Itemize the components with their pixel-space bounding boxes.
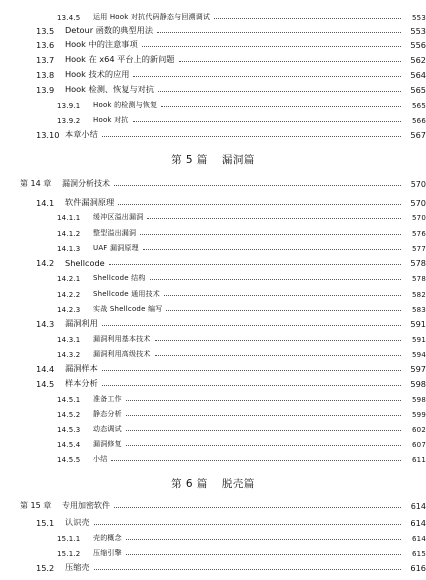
entry-title: Hook 检测、恢复与对抗 xyxy=(65,84,155,94)
toc-section-entry[interactable] xyxy=(0,514,426,528)
dot-leader xyxy=(161,106,401,107)
dot-leader xyxy=(102,136,401,137)
entry-number: 13.10 xyxy=(36,130,60,140)
toc-section-entry[interactable] xyxy=(0,559,426,573)
entry-title: 漏洞分析技术 xyxy=(62,179,110,188)
entry-number: 15.1.1 xyxy=(57,535,81,543)
part-number: 第 5 篇 xyxy=(171,154,208,166)
toc-subsection-entry[interactable] xyxy=(0,330,426,344)
dot-leader xyxy=(126,430,401,431)
entry-number: 14.1.2 xyxy=(57,230,81,238)
entry-number: 14.2.1 xyxy=(57,275,81,283)
entry-page-number: 570 xyxy=(410,198,426,208)
entry-title: 壳的概念 xyxy=(93,534,122,542)
entry-number: 13.8 xyxy=(36,70,55,80)
entry-title: 运用 Hook 对抗代码静态与回溯调试 xyxy=(93,13,211,21)
entry-page-number: 564 xyxy=(410,70,426,80)
toc-subsection-entry[interactable] xyxy=(0,96,426,110)
entry-number: 第 14 章 xyxy=(20,179,52,188)
dot-leader xyxy=(158,91,401,92)
part-title: 漏洞篇 xyxy=(221,154,255,166)
entry-number: 13.4.5 xyxy=(57,14,81,22)
toc-subsection-entry[interactable] xyxy=(0,544,426,558)
dot-leader xyxy=(102,325,401,326)
entry-number: 14.3.1 xyxy=(57,336,81,344)
entry-number: 14.3 xyxy=(36,319,55,329)
entry-title: 缓冲区溢出漏洞 xyxy=(93,213,144,221)
entry-title: 小结 xyxy=(93,455,108,463)
entry-number: 14.2.3 xyxy=(57,306,81,314)
dot-leader xyxy=(155,340,401,341)
entry-page-number: 556 xyxy=(410,40,426,50)
entry-title: 漏洞利用高级技术 xyxy=(93,350,151,358)
entry-title: 软件漏洞原理 xyxy=(65,197,115,207)
dot-leader xyxy=(155,355,401,356)
entry-page-number: 567 xyxy=(410,130,426,140)
entry-number: 13.7 xyxy=(36,55,55,65)
entry-page-number: 553 xyxy=(410,26,426,36)
entry-title: Hook 的检测与恢复 xyxy=(93,101,158,109)
entry-title: 专用加密软件 xyxy=(62,501,110,510)
entry-page-number: 583 xyxy=(412,306,426,314)
entry-number: 14.5 xyxy=(36,379,55,389)
entry-title: 样本分析 xyxy=(65,378,98,388)
entry-number: 14.5.1 xyxy=(57,396,81,404)
toc-section-entry[interactable] xyxy=(0,22,426,36)
dot-leader xyxy=(133,121,401,122)
entry-page-number: 614 xyxy=(410,502,426,511)
toc-chapter-entry[interactable] xyxy=(0,175,426,189)
entry-title: 整型溢出漏洞 xyxy=(93,229,137,237)
entry-number: 14.5.3 xyxy=(57,426,81,434)
dot-leader xyxy=(114,185,401,186)
entry-page-number: 598 xyxy=(412,396,426,404)
dot-leader xyxy=(114,507,401,508)
dot-leader xyxy=(166,310,401,311)
dot-leader xyxy=(111,460,401,461)
entry-number: 13.5 xyxy=(36,26,55,36)
entry-page-number: 614 xyxy=(412,535,426,543)
part-heading xyxy=(0,152,426,168)
entry-number: 15.1 xyxy=(36,518,55,528)
toc-section-entry[interactable] xyxy=(0,36,426,50)
toc-subsection-entry[interactable] xyxy=(0,285,426,299)
entry-title: Hook 在 x64 平台上的新问题 xyxy=(65,54,175,64)
dot-leader xyxy=(126,554,401,555)
entry-number: 14.3.2 xyxy=(57,351,81,359)
entry-page-number: 599 xyxy=(412,411,426,419)
entry-page-number: 578 xyxy=(412,275,426,283)
dot-leader xyxy=(94,524,401,525)
entry-title: 漏洞修复 xyxy=(93,440,122,448)
entry-page-number: 578 xyxy=(410,258,426,268)
toc-subsection-entry[interactable] xyxy=(0,420,426,434)
entry-page-number: 615 xyxy=(412,550,426,558)
entry-page-number: 611 xyxy=(412,456,426,464)
entry-title: 准备工作 xyxy=(93,395,122,403)
entry-title: Shellcode 通用技术 xyxy=(93,290,160,298)
entry-number: 14.1.1 xyxy=(57,214,81,222)
toc-subsection-entry[interactable] xyxy=(0,450,426,464)
entry-number: 13.9.1 xyxy=(57,102,81,110)
entry-number: 14.1 xyxy=(36,198,55,208)
entry-number: 15.1.2 xyxy=(57,550,81,558)
toc-subsection-entry[interactable] xyxy=(0,529,426,543)
entry-page-number: 565 xyxy=(412,102,426,110)
entry-number: 15.2 xyxy=(36,563,55,573)
entry-page-number: 591 xyxy=(412,336,426,344)
entry-page-number: 562 xyxy=(410,55,426,65)
toc-section-entry[interactable] xyxy=(0,315,426,329)
entry-page-number: 614 xyxy=(410,518,426,528)
toc-section-entry[interactable] xyxy=(0,126,426,140)
dot-leader xyxy=(94,569,401,570)
dot-leader xyxy=(214,18,401,19)
toc-subsection-entry[interactable] xyxy=(0,390,426,404)
entry-title: 压缩引擎 xyxy=(93,549,122,557)
dot-leader xyxy=(102,370,401,371)
entry-title: Detour 函数的典型用法 xyxy=(65,25,154,35)
toc-subsection-entry[interactable] xyxy=(0,345,426,359)
entry-title: 漏洞利用基本技术 xyxy=(93,335,151,343)
entry-title: Hook 技术的应用 xyxy=(65,69,130,79)
entry-title: 静态分析 xyxy=(93,410,122,418)
toc-subsection-entry[interactable] xyxy=(0,435,426,449)
toc-subsection-entry[interactable] xyxy=(0,208,426,222)
toc-section-entry[interactable] xyxy=(0,254,426,268)
dot-leader xyxy=(133,76,401,77)
entry-page-number: 570 xyxy=(410,180,426,189)
toc-subsection-entry[interactable] xyxy=(0,224,426,238)
toc-section-entry[interactable] xyxy=(0,194,426,208)
dot-leader xyxy=(140,234,401,235)
entry-title: 漏洞样本 xyxy=(65,363,98,373)
dot-leader xyxy=(143,249,401,250)
toc-subsection-entry[interactable] xyxy=(0,8,426,22)
dot-leader xyxy=(179,61,402,62)
toc-subsection-entry[interactable] xyxy=(0,300,426,314)
entry-title: Hook 对抗 xyxy=(93,116,129,124)
part-heading xyxy=(0,476,426,492)
entry-page-number: 576 xyxy=(412,230,426,238)
dot-leader xyxy=(126,445,401,446)
dot-leader xyxy=(126,415,401,416)
entry-page-number: 607 xyxy=(412,441,426,449)
entry-page-number: 594 xyxy=(412,351,426,359)
dot-leader xyxy=(126,400,401,401)
entry-page-number: 553 xyxy=(412,14,426,22)
entry-number: 第 15 章 xyxy=(20,501,52,510)
entry-title: 实战 Shellcode 编写 xyxy=(93,305,163,313)
part-number: 第 6 篇 xyxy=(171,478,208,490)
entry-number: 14.1.3 xyxy=(57,245,81,253)
entry-number: 13.9.2 xyxy=(57,117,81,125)
entry-page-number: 566 xyxy=(412,117,426,125)
entry-number: 13.6 xyxy=(36,40,55,50)
entry-title: Shellcode xyxy=(65,258,105,268)
entry-title: 压缩壳 xyxy=(65,562,90,572)
entry-page-number: 597 xyxy=(410,364,426,374)
toc-section-entry[interactable] xyxy=(0,81,426,95)
entry-title: Shellcode 结构 xyxy=(93,274,146,282)
entry-page-number: 602 xyxy=(412,426,426,434)
dot-leader xyxy=(150,279,401,280)
entry-page-number: 565 xyxy=(410,85,426,95)
entry-number: 14.2.2 xyxy=(57,291,81,299)
part-title: 脱壳篇 xyxy=(221,478,255,490)
entry-page-number: 598 xyxy=(410,379,426,389)
toc-section-entry[interactable] xyxy=(0,66,426,80)
toc-subsection-entry[interactable] xyxy=(0,111,426,125)
toc-section-entry[interactable] xyxy=(0,375,426,389)
dot-leader xyxy=(118,204,401,205)
entry-title: 漏洞利用 xyxy=(65,318,98,328)
entry-title: 认识壳 xyxy=(65,517,90,527)
toc-subsection-entry[interactable] xyxy=(0,269,426,283)
entry-number: 14.4 xyxy=(36,364,55,374)
dot-leader xyxy=(142,46,401,47)
dot-leader xyxy=(147,218,401,219)
entry-page-number: 616 xyxy=(410,563,426,573)
dot-leader xyxy=(102,385,401,386)
toc-subsection-entry[interactable] xyxy=(0,405,426,419)
entry-title: 本章小结 xyxy=(65,129,98,139)
toc-subsection-entry[interactable] xyxy=(0,239,426,253)
entry-page-number: 570 xyxy=(412,214,426,222)
dot-leader xyxy=(126,539,401,540)
entry-page-number: 577 xyxy=(412,245,426,253)
entry-title: UAF 漏洞原理 xyxy=(93,244,139,252)
entry-page-number: 591 xyxy=(410,319,426,329)
dot-leader xyxy=(157,32,401,33)
dot-leader xyxy=(109,264,401,265)
entry-number: 13.9 xyxy=(36,85,55,95)
toc-chapter-entry[interactable] xyxy=(0,497,426,511)
toc-section-entry[interactable] xyxy=(0,51,426,65)
dot-leader xyxy=(164,295,401,296)
entry-number: 14.5.4 xyxy=(57,441,81,449)
entry-number: 14.5.2 xyxy=(57,411,81,419)
toc-section-entry[interactable] xyxy=(0,360,426,374)
entry-title: 动态调试 xyxy=(93,425,122,433)
entry-page-number: 582 xyxy=(412,291,426,299)
entry-number: 14.5.5 xyxy=(57,456,81,464)
entry-title: Hook 中的注意事项 xyxy=(65,39,138,49)
entry-number: 14.2 xyxy=(36,258,55,268)
